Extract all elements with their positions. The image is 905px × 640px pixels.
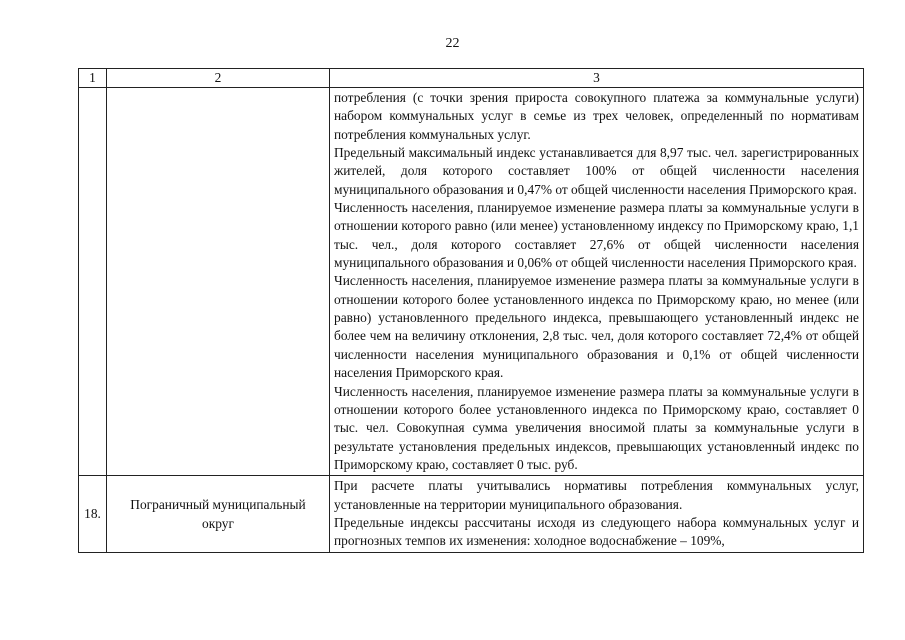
- paragraph: Предельный максимальный индекс устанавливается для 8,97 тыс. чел. зарегистрированных жителей, доля которого составляет 100% от общей численности населения муниципального образования и 0,47% от общей численности населения Приморского края.: [334, 145, 859, 197]
- municipality-cell: [107, 88, 330, 476]
- table-row: [79, 476, 864, 552]
- paragraph: Численность населения, планируемое изменение размера платы за коммунальные услуги в отношении которого более установленного индекса по Приморскому краю, но менее (или равно) установленного предельного индекса, превышающего установленный индекс не более чем на величину отклонения, 2,8 тыс. чел, доля которого составляет 72,4% от общей численности населения муниципального образования и 0,1% от общей численности населения Приморского края.: [334, 273, 859, 381]
- row-number-cell: 18.: [79, 476, 107, 552]
- header-cell-2: 2: [107, 69, 330, 88]
- paragraph: Предельные индексы рассчитаны исходя из следующего набора коммунальных услуг и прогнозных темпов их изменения: холодное водоснабжение – 109%,: [334, 514, 859, 549]
- municipality-cell: [107, 476, 330, 552]
- table-header-row: [79, 69, 864, 88]
- description-cell: [330, 476, 864, 552]
- paragraph: При расчете платы учитывались нормативы потребления коммунальных услуг, установленные на территории муниципального образования.: [334, 478, 859, 512]
- page-number: 22: [445, 36, 460, 51]
- header-cell-3: 3: [330, 69, 864, 88]
- header-cell-1: 1: [79, 69, 107, 88]
- description-cell: [330, 88, 864, 476]
- municipality-name: Пограничный муниципальный округ: [130, 496, 306, 531]
- paragraph: Численность населения, планируемое изменение размера платы за коммунальные услуги в отношении которого равно (или менее) установленному индексу по Приморскому краю, 1,1 тыс. чел., доля которого составляет 27,6% от общей численности населения муниципального образования и 0,06% от общей численности населения Приморского края.: [334, 200, 859, 271]
- table-row: [79, 88, 864, 476]
- paragraph: Численность населения, планируемое изменение размера платы за коммунальные услуги в отношении которого более установленного индекса по Приморскому краю, составляет 0 тыс. чел. Совокупная сумма увеличения вносимой платы за коммунальные услуги в результате установления предельных индексов, превышающих установленный индекс по Приморскому краю, составляет 0 тыс. руб.: [334, 383, 859, 472]
- row-number-cell: [79, 88, 107, 476]
- paragraph: потребления (с точки зрения прироста совокупного платежа за коммунальные услуги) набором коммунальных услуг в семье из трех человек, определенный по нормативам потребления коммунальных услуг.: [334, 90, 859, 142]
- indices-table: [78, 68, 864, 553]
